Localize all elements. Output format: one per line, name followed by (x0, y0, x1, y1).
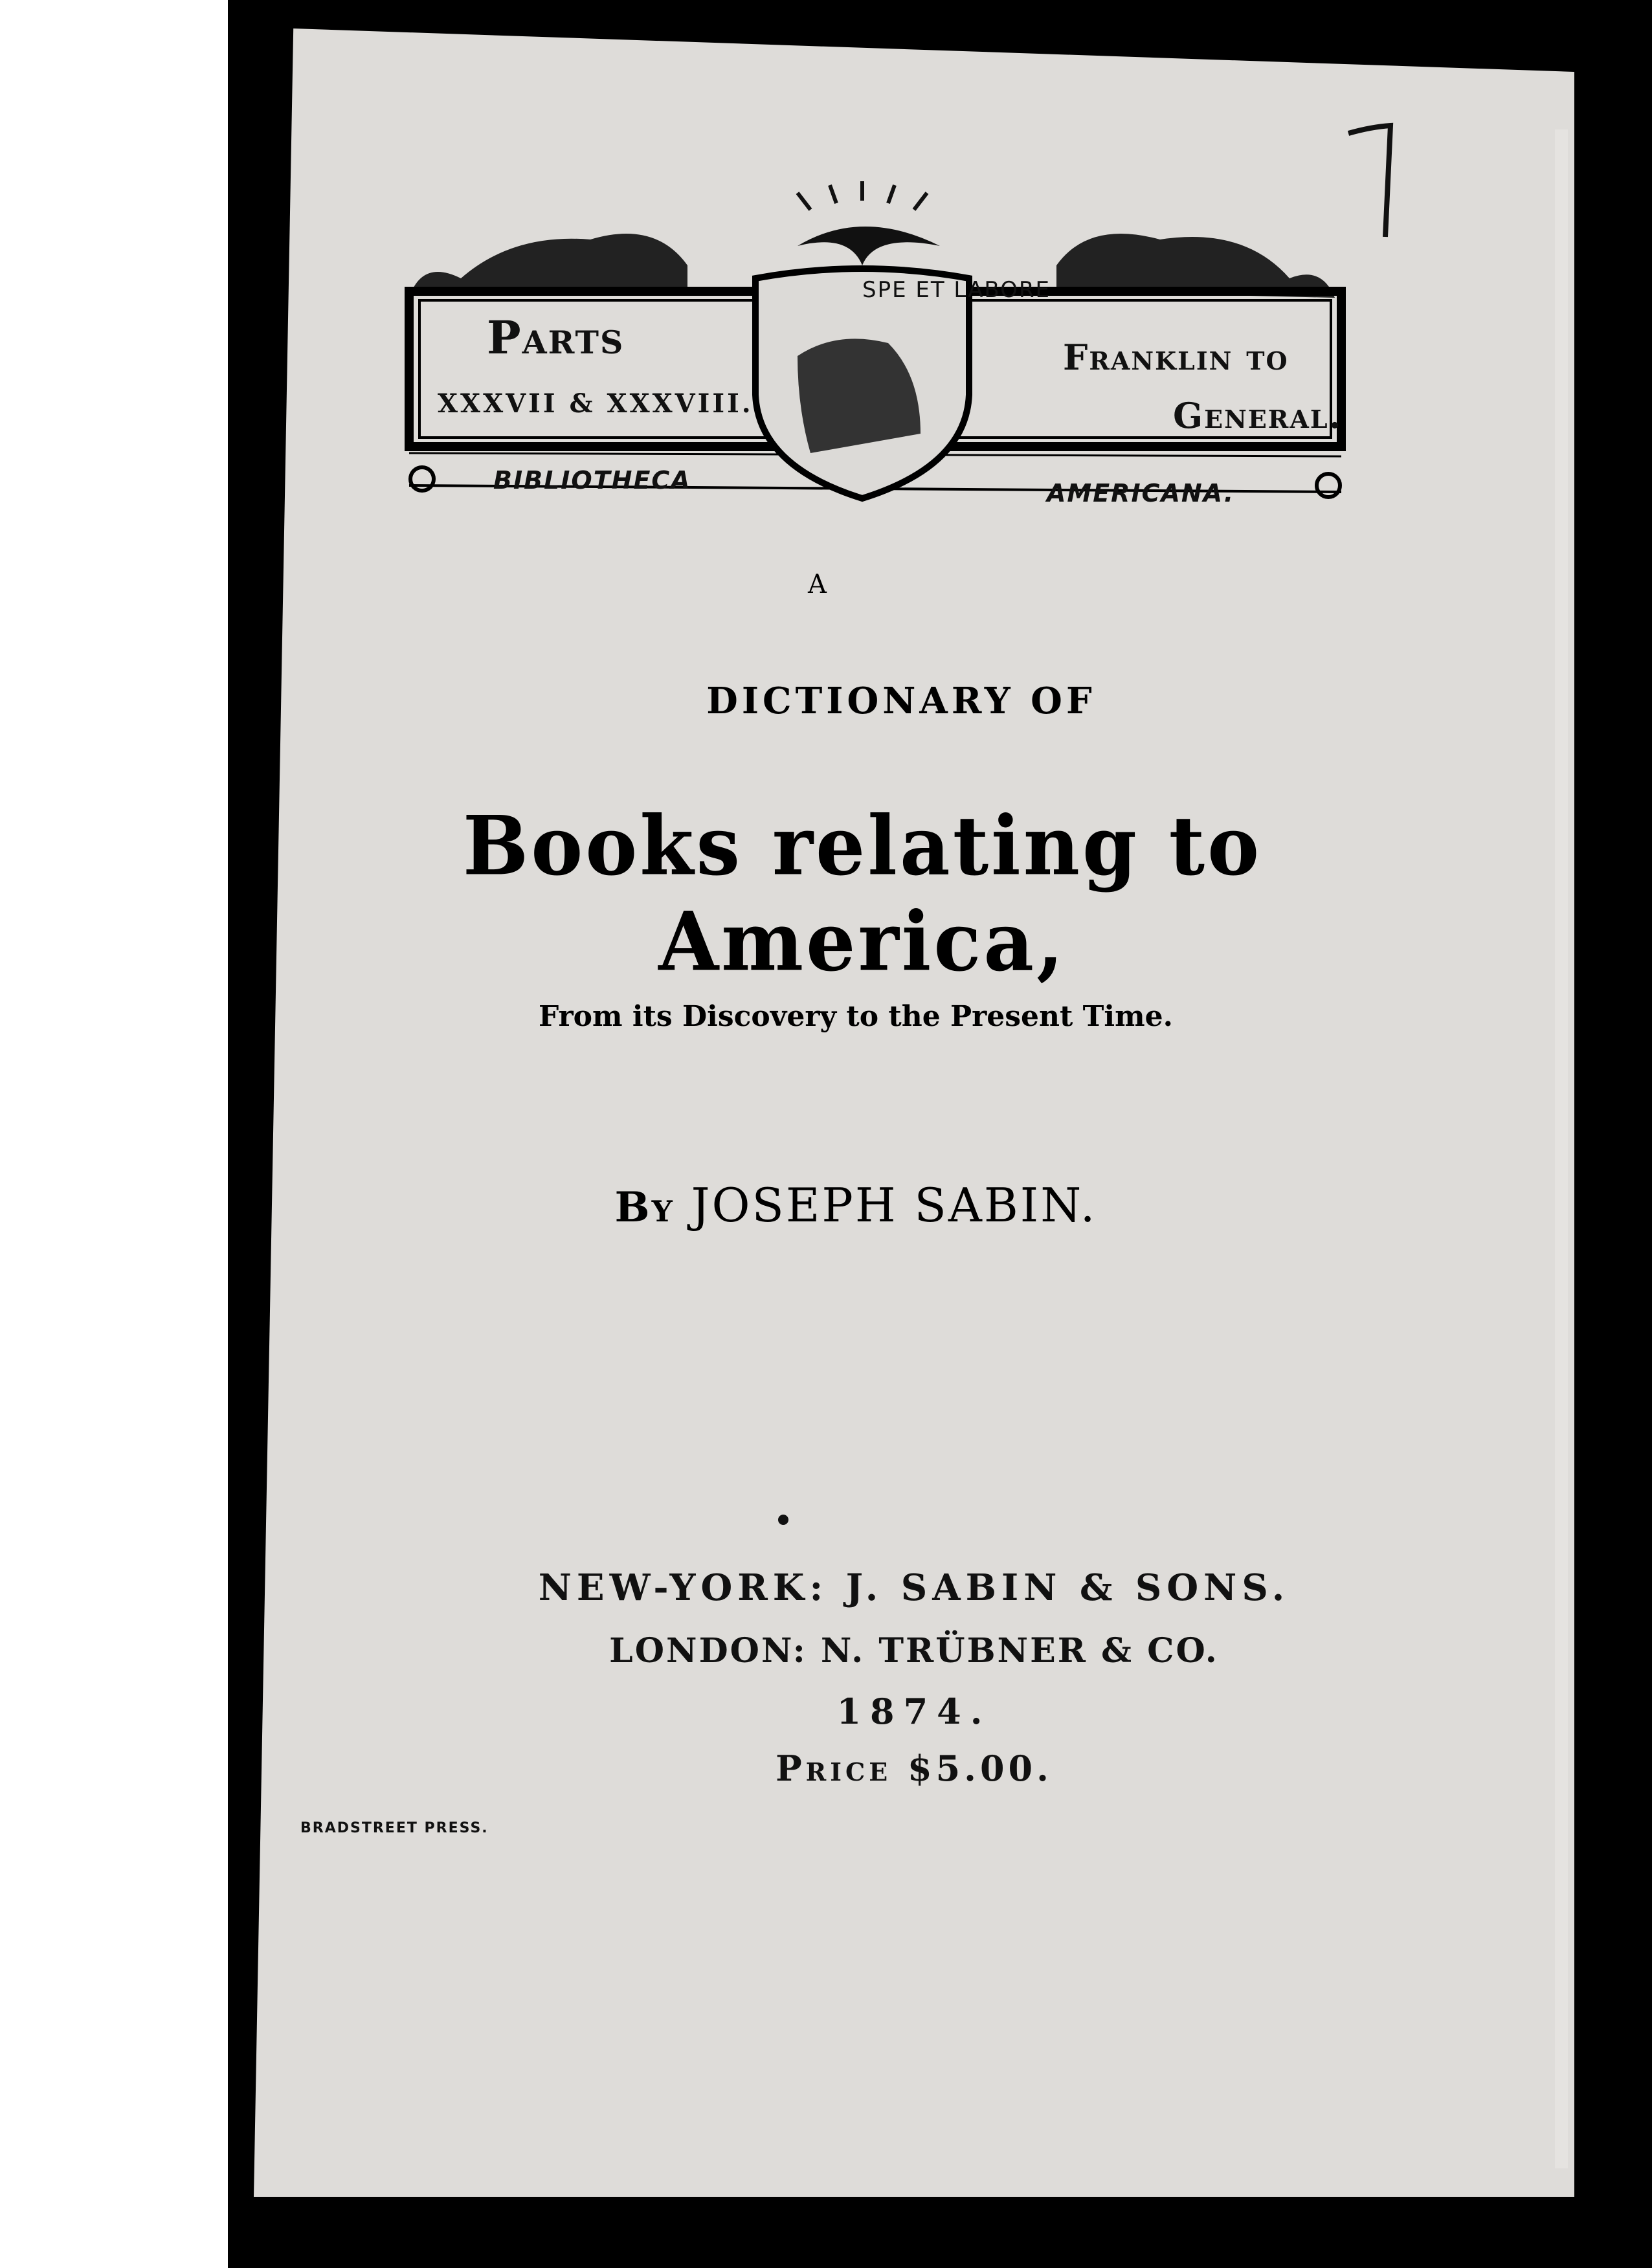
author-by: By (614, 1183, 675, 1232)
author-line (480, 1178, 1231, 1232)
scanned-page (228, 0, 1620, 2268)
series-name-left: BIBLIOTHECA (493, 466, 691, 495)
imprint-price: Price $5.00. (776, 1748, 1053, 1789)
left-white-margin (0, 0, 228, 2268)
title-dictionary-of: DICTIONARY OF (706, 680, 1096, 722)
series-name-right: AMERICANA. (1047, 479, 1235, 507)
series-banner (383, 181, 1354, 531)
author-name: JOSEPH SABIN. (691, 1178, 1097, 1232)
subtitle: From its Discovery to the Present Time. (538, 1000, 1173, 1033)
printer-credit: BRADSTREET PRESS. (300, 1820, 489, 1836)
range-start: Franklin to (1063, 337, 1289, 378)
main-title: Books relating to America, (462, 797, 1262, 990)
shield-motto: SPE ET LABORE (862, 277, 1051, 303)
title-article: A (808, 570, 827, 599)
imprint-year: 1874. (836, 1691, 992, 1732)
paper-edge (1555, 129, 1568, 2168)
imprint-new-york: NEW-YORK: J. SABIN & SONS. (538, 1566, 1290, 1609)
imprint-london: LONDON: N. TRÜBNER & CO. (609, 1631, 1219, 1671)
parts-title: Parts (487, 311, 625, 364)
parts-numbers: XXXVII & XXXVIII. (438, 388, 753, 419)
range-end: General. (1173, 395, 1343, 436)
ornament-dot (778, 1515, 788, 1525)
